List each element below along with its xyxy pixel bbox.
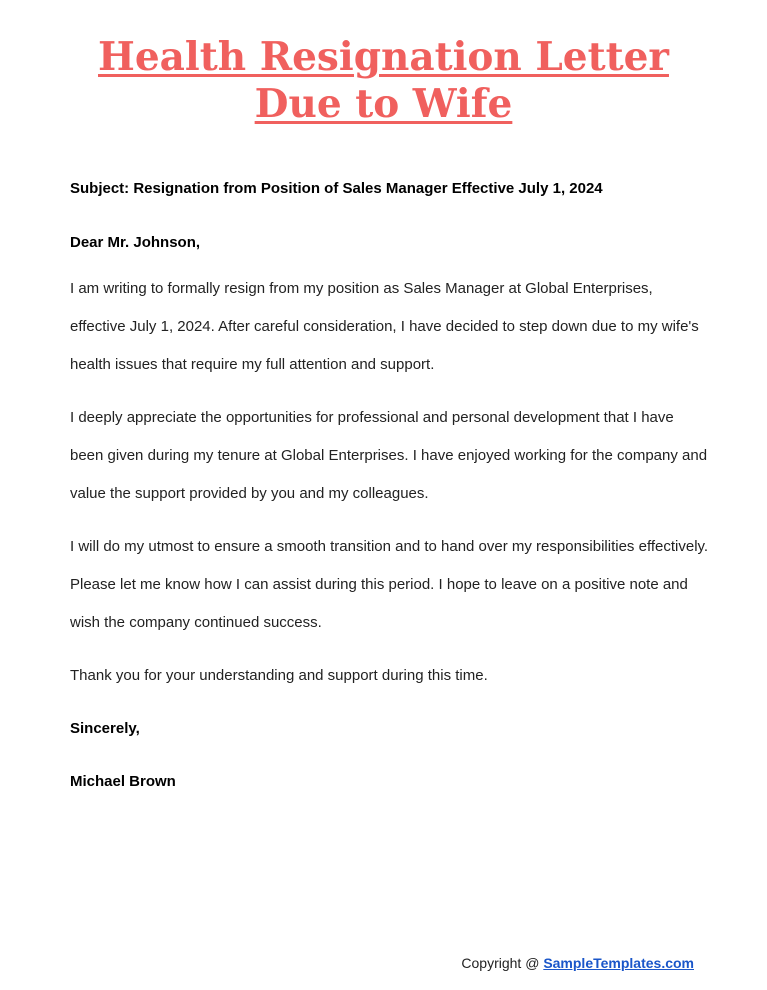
letter-signature: Michael Brown <box>70 773 176 790</box>
letter-paragraph-3: I will do my utmost to ensure a smooth transition and to hand over my responsibilities effectively. Please let me know how I can assist during this period. I hope to leave on a positive note and wish the company continued success. <box>70 538 709 631</box>
sampletemplates-link[interactable]: SampleTemplates.com <box>543 955 694 971</box>
letter-subject: Subject: Resignation from Position of Sales Manager Effective July 1, 2024 <box>70 180 603 197</box>
letter-closing: Sincerely, <box>70 720 140 737</box>
footer-copyright <box>461 955 694 971</box>
page-title-line1: Health Resignation Letter <box>98 34 669 80</box>
letter-paragraph-4: Thank you for your understanding and support during this time. <box>70 667 488 684</box>
copyright-text: Copyright @ <box>461 955 540 971</box>
letter-paragraph-2: I deeply appreciate the opportunities for professional and personal development that I have been given during my tenure at Global Enterprises. I have enjoyed working for the company and value the support provided by you and my colleagues. <box>70 409 708 502</box>
page-title-line2: Due to Wife <box>254 81 513 127</box>
letter-greeting: Dear Mr. Johnson, <box>70 234 201 251</box>
letter-body <box>70 170 710 801</box>
letter-paragraph-1: I am writing to formally resign from my position as Sales Manager at Global Enterprises, effective July 1, 2024. After careful consideration, I have decided to step down due to my wife's health issues that require my full attention and support. <box>70 280 699 373</box>
page-title <box>0 34 767 128</box>
